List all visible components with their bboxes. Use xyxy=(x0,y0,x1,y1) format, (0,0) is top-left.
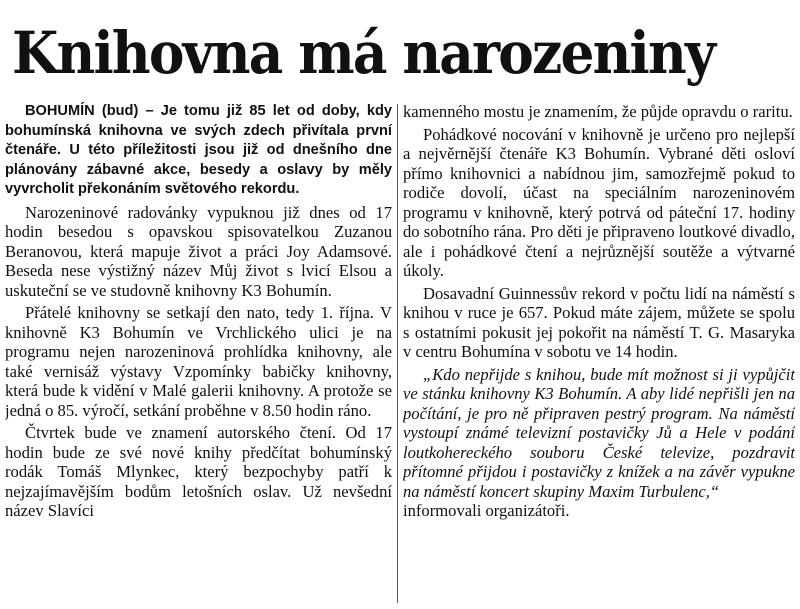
column-divider xyxy=(397,104,398,603)
body-paragraph: Narozeninové radovánky vypuknou již dnes od 17 hodin besedou s opavskou spisovatelkou Zuzanou Beranovou, která mapuje život a práci Joy Adamsové. Beseda nese výstižný název Můj život s lvicí Elsou a uskuteční se ve studovně knihovny K3 Bohumín. xyxy=(5,202,392,300)
body-paragraph: Dosavadní Guinnessův rekord v počtu lidí na náměstí s knihou v ruce je 657. Pokud máte zájem, můžete se spolu s ostatními pokusit jej pokořit na náměstí T. G. Masaryka v centru Bohumína v sobotu ve 14 hodin. xyxy=(403,283,795,361)
body-paragraph: Pohádkové nocování v knihovně je určeno pro nejlepší a nejvěrnější čtenáře K3 Bohumín. Vybrané děti osloví přímo knihovnici a nabídnou jim, samozřejmě pokud to rodiče dovolí, účast na speciálním narozeninovém programu v knihovně, který potrvá od páteční 17. hodiny do sobotního rána. Pro děti je připraveno loutkové divadlo, ale i pohádkové čtení a nejrůznější soutěže a výtvarné úkoly. xyxy=(403,124,795,280)
headline: Knihovna má narozeniny xyxy=(12,19,715,87)
continued-paragraph: kamenného mostu je znamením, že půjde opravdu o raritu. xyxy=(403,102,793,121)
lead-paragraph: BOHUMÍN (bud) – Je tomu již 85 let od doby, kdy bohumínská knihovna ve svých zdech přivítala první čtenáře. U této příležitosti jsou již od dnešního dne plánovány zábavné akce, besedy a oslavy by měly vyvrcholit překonáním světového rekordu. xyxy=(5,103,392,197)
body-paragraph: Přátelé knihovny se setkají den nato, tedy 1. října. V knihovně K3 Bohumín ve Vrchlického ulici je na programu nejen narozeninová prohlídka knihovny, ale také vernisáž výstavy Vzpomínky babičky knihovny, která bude k vidění v Malé galerii knihovny. A protože se jedná o 85. výročí, setkání proběhne v 8.50 hodin ráno. xyxy=(5,303,392,420)
quote-paragraph: „Kdo nepřijde s knihou, bude mít možnost si ji vypůjčit ve stánku knihovny K3 Bohumín. A aby lidé nepřišli jen na počítání, je pro ně připraven pestrý program. Na náměstí vystoupí známé televizní postavičky Jů a Hele v podání loutkohereckého souboru České televize, pozdravit přítomné přijdou i postavičky z knížek a na závěr vypukne na náměstí koncert skupiny Maxim Turbulenc,“ xyxy=(403,364,795,501)
right-column xyxy=(403,102,795,605)
body-paragraph: Čtvrtek bude ve znamení autorského čtení. Od 17 hodin bude ze své nové knihy předčítat bohumínský rodák Tomáš Mlynkec, který bezpochyby patří k nejzajímavějším bodům letošních oslav. Už nevšední název Slavíci xyxy=(5,423,392,520)
attribution: informovali organizátoři. xyxy=(403,501,570,520)
left-column xyxy=(5,102,392,605)
